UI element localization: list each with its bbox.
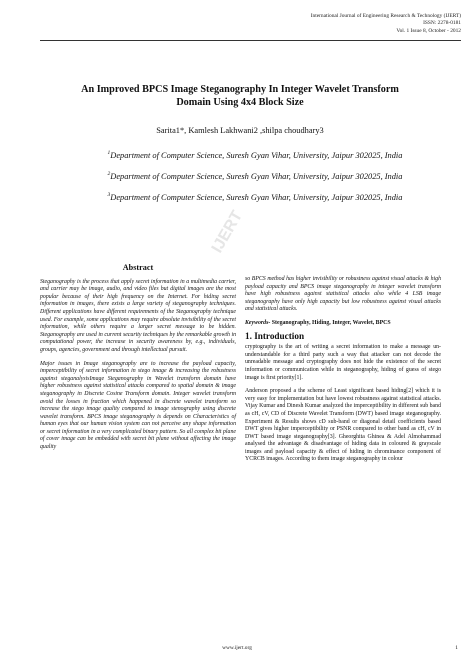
author-list: Sarita1*, Kamlesh Lakhwani2 ,shilpa choudhary3 [156,126,324,135]
journal-header [311,13,461,35]
intro-paragraph-1: cryptography is the art of writing a secret information to make a message un-understandable for a third party such a way that attacker can not decode the unreadable message and cryptography does not hide the existence of the secret information or communication while in steganography, hiding of guess of stego image is first priority[1]. [245,344,441,381]
affiliation-3 [40,192,470,202]
affiliation-1 [40,150,470,160]
title-line-1: An Improved BPCS Image Steganography In Integer Wavelet Transform [81,84,399,95]
journal-name: International Journal of Engineering Research & Technology (IJERT) [310,13,461,19]
journal-volume: Vol. 1 Issue 8, October - 2012 [396,27,461,34]
abstract-paragraph-3: so BPCS method has higher invisibility or robustness against visual attacks & high payload capacity and BPCS image steganography in integer wavelet transform have high robustness against statistical attacks also while 4 LSB image steganography have only high capacity but low robustness against visual attacks and statistical attacks. [245,276,441,313]
affiliation-number: 2 [107,171,111,177]
header-divider [40,40,461,41]
left-column [40,263,236,458]
intro-paragraph-2: Anderson proposed a the scheme of Least significant based hiding[2] which it is very easy for implementation but have lowest robustness against statistical attacks. Vijay Kumar and Dinesh Kumar analyzed the imperceptibility in different sub band as cH, cV, CD of Discrete Wavelet Transform (DWT) based image steganography. Experiment & Results shows cD sub-band or diagonal detail coefficients based DWT gives higher imperceptibility or PSNR compared to other band as cH, cV in DWT based image steganography[3]. Gheorghita Ghinea & Adel Almohammad analysed the advantage & disadvantage of hiding data in coloured & grayscale images and payload capacity & effect of hiding in chrominance component of YCRCB images. According to them image steganography in colour [245,388,441,463]
page-number: 1 [455,645,458,651]
affiliation-text: Department of Computer Science, Suresh Gyan Vihar, University, Jaipur 302025, India [110,171,403,181]
affiliation-text: Department of Computer Science, Suresh Gyan Vihar, University, Jaipur 302025, India [110,192,403,202]
abstract-paragraph-2: Major issues in Image steganography are to increase the payload capacity, imperceptibility of secret information in stego image & increasing the robustness against steganalysisImage Steganography in Wavelet transform domain have higher robustness against statistical attacks compared to spatial domain & image steganography in Discrete Cosine Transform domain. Integer wavelet transform avoid the losses in fraction which happened in discrete wavelet transform so increase the stego image quality compared to image stenography using discrete wavelet transform. BPCS image steganography is depends on Characteristics of human eyes that our human vision system can not perceive any shape information or secret information in a very complicated binary pattern. So all complex bit plane of cover image can be embedded with secret bit plane without affecting the image quality [40,360,236,451]
footer-url: www.ijert.org [222,645,252,651]
affiliation-number: 3 [107,192,111,198]
abstract-paragraph-1: Steganography is the process that apply secret information in a multimedia carrier, and carrier may be image, audio, and video files but digital images are the most popular because of their high frequency on the Internet. For hiding secret information in images, there exists a large variety of steganography techniques. Different applications have different requirements of the Steganography technique used. For example, some applications may require absolute invisibility of the secret information, while others require a larger secret message to be hidden. Steganography are used in current security techniques by the remarkable growth in computational power, the increase in security awareness by, e.g., individuals, groups, agencies, government and through intellectual pursuit. [40,278,236,353]
paper-title [40,84,440,109]
keywords-text: Steganography, Hiding, Integer, Wavelet, BPCS [270,319,391,326]
keywords-label: Keywords- [245,319,271,326]
affiliation-number: 1 [107,150,111,156]
affiliation-text: Department of Computer Science, Suresh Gyan Vihar, University, Jaipur 302025, India [110,150,403,160]
section-heading-introduction: 1. Introduction [245,330,305,341]
title-line-2: Domain Using 4x4 Block Size [176,96,304,108]
affiliation-2 [40,171,470,181]
watermark: IJERT [208,208,247,256]
right-column [245,276,441,470]
abstract-heading: Abstract [122,263,154,272]
journal-issn: ISSN: 2278-0181 [423,20,461,27]
keywords [245,320,441,328]
